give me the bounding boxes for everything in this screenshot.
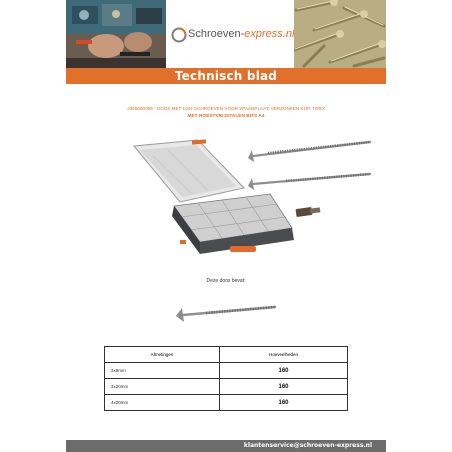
specification-table	[104, 346, 348, 411]
brand-logo-icon	[171, 27, 187, 43]
quantity-cell: 160	[220, 379, 348, 395]
quantity-cell: 160	[220, 363, 348, 379]
screws-photo	[294, 0, 386, 68]
column-header-quantities: Hoeveelheden	[220, 347, 348, 363]
case-lid	[134, 139, 244, 202]
table-row	[105, 363, 348, 379]
brand-name	[188, 28, 294, 41]
quantity-cell: 160	[220, 395, 348, 411]
dimension-cell: 3x20mm	[105, 379, 220, 395]
box-contents-caption: Deze doos bevat:	[206, 278, 246, 284]
dimension-cell: 4x20mm	[105, 395, 220, 411]
footer-email-link[interactable]: klantenservice@schroeven-express.nl	[243, 442, 372, 449]
header-banner	[66, 0, 386, 68]
screw-medium	[248, 174, 370, 190]
product-code-line: 2365000099 - DOOS MET 1044 SCHROEVEN VOOR SPAANPLAAT, VERZONKEN KOP, TORX	[127, 106, 325, 111]
footer-bar	[66, 440, 386, 452]
screw-detail-image	[172, 298, 278, 328]
column-header-dimensions: Afmetingen	[105, 347, 220, 363]
screw-long-top	[248, 142, 370, 162]
technical-sheet-page	[66, 0, 386, 452]
brand-name-main: Schroeven-	[188, 28, 245, 40]
bit	[296, 207, 321, 217]
product-subtitle-line: MET ROESTVRIJSTALEN BITS A4	[187, 114, 265, 119]
table-header-row	[105, 347, 348, 363]
product-image	[118, 136, 380, 268]
dimension-cell: 3x9mm	[105, 363, 220, 379]
case-body	[172, 194, 294, 254]
tools-photo	[66, 0, 166, 68]
table-row	[105, 379, 348, 395]
brand-logo	[166, 0, 294, 68]
table-row	[105, 395, 348, 411]
title-bar	[66, 68, 386, 84]
brand-name-accent: express.nl	[244, 28, 295, 40]
page-title: Technisch blad	[174, 69, 278, 83]
